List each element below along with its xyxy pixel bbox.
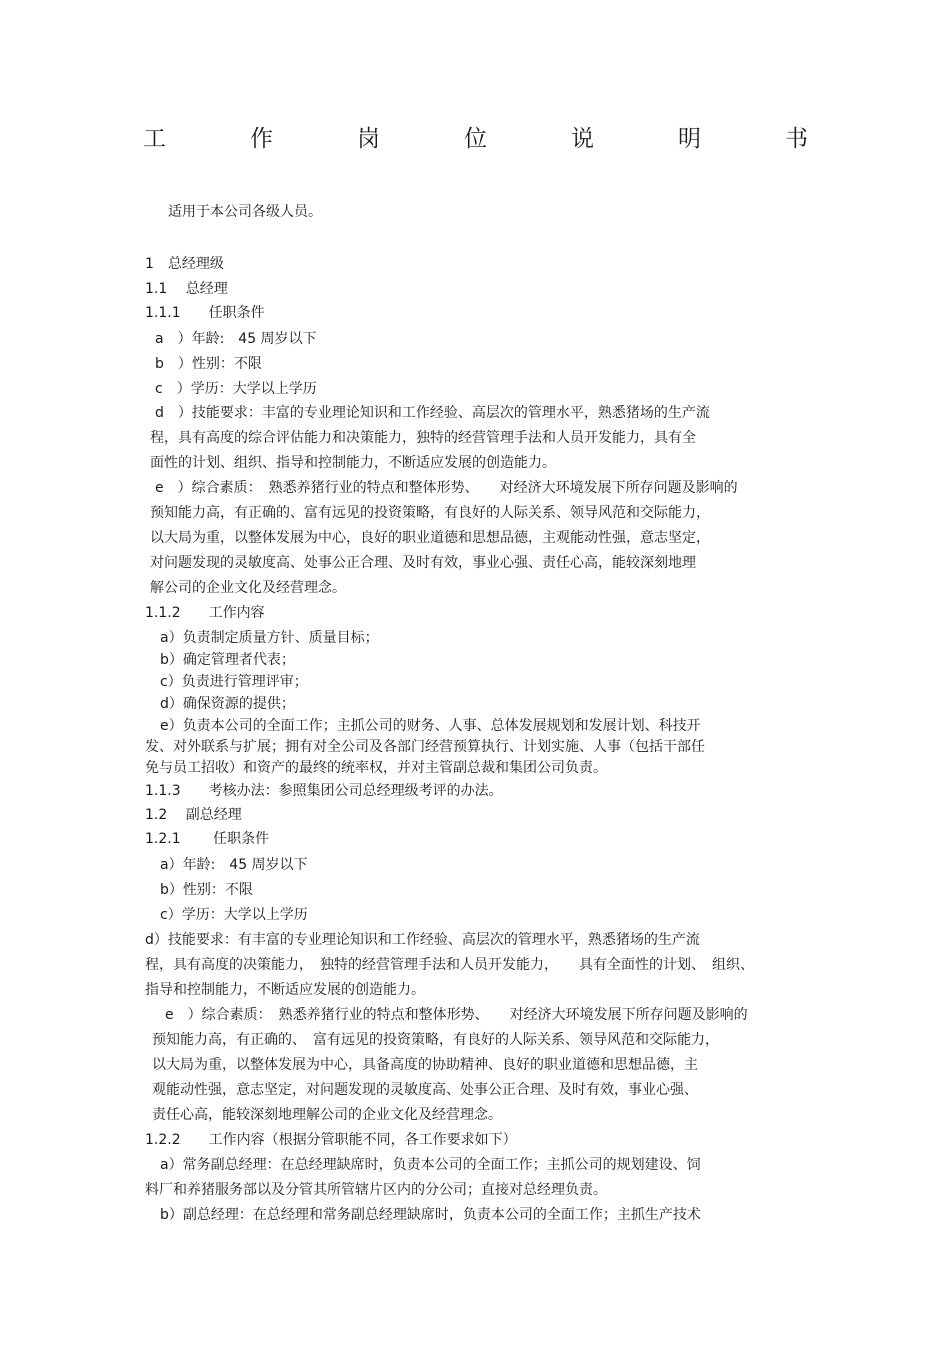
text-line: 料厂和养猪服务部以及分管其所管辖片区内的分公司；直接对总经理负责。 — [145, 1182, 607, 1198]
heading-1-1-3: 1.1.3 考核办法：参照集团公司总经理级考评的办法。 — [145, 783, 503, 799]
text-line: 以大局为重，以整体发展为中心，良好的职业道德和思想品德，主观能动性强，意志坚定， — [150, 530, 710, 546]
text-line: a）年龄: 45 周岁以下 — [160, 857, 308, 873]
title-char: 位 — [464, 126, 487, 152]
text-line: 发、对外联系与扩展；拥有对全公司及各部门经营预算执行、计划实施、人事（包括干部任 — [145, 739, 705, 755]
text-line: d）确保资源的提供； — [160, 696, 295, 712]
text-line: b）性别：不限 — [160, 882, 253, 898]
text-line: 以大局为重，以整体发展为中心，具备高度的协助精神、良好的职业道德和思想品德，主 — [152, 1057, 698, 1073]
text-line: 观能动性强，意志坚定，对问题发现的灵敏度高、处事公正合理、及时有效，事业心强、 — [152, 1082, 698, 1098]
text-line: a）常务副总经理：在总经理缺席时，负责本公司的全面工作；主抓公司的规划建设、饲 — [160, 1157, 701, 1173]
intro-text: 适用于本公司各级人员。 — [168, 204, 322, 220]
heading-1-1-2: 1.1.2 工作内容 — [145, 605, 265, 621]
text-line: b）确定管理者代表； — [160, 652, 295, 668]
text-line: c）负责进行管理评审； — [160, 674, 308, 690]
text-line: 预知能力高，有正确的、富有远见的投资策略，有良好的人际关系、领导风范和交际能力， — [150, 505, 710, 521]
text-line: 面性的计划、组织、指导和控制能力，不断适应发展的创造能力。 — [150, 455, 556, 471]
text-line: e ）综合素质： 熟悉养猪行业的特点和整体形势、 对经济大环境发展下所存问题及影响的 — [155, 480, 738, 496]
text-line: 责任心高，能较深刻地理解公司的企业文化及经营理念。 — [152, 1107, 502, 1123]
text-line: 解公司的企业文化及经营理念。 — [150, 580, 346, 596]
text-line: 预知能力高，有正确的、 富有远见的投资策略，有良好的人际关系、领导风范和交际能力， — [152, 1032, 719, 1048]
document-title — [143, 120, 808, 153]
text-line: 免与员工招收）和资产的最终的统率权，并对主管副总裁和集团公司负责。 — [145, 760, 607, 776]
title-char: 岗 — [357, 126, 380, 152]
title-char: 明 — [678, 126, 701, 152]
text-line: b ）性别：不限 — [155, 356, 262, 372]
text-line: c ）学历：大学以上学历 — [155, 381, 317, 397]
text-line: a）负责制定质量方针、质量目标； — [160, 630, 379, 646]
text-line: 程，具有高度的综合评估能力和决策能力，独特的经营管理手法和人员开发能力，具有全 — [150, 430, 696, 446]
heading-1-1: 1.1 总经理 — [145, 281, 228, 297]
text-line: 程，具有高度的决策能力， 独特的经营管理手法和人员开发能力， 具有全面性的计划、 组织、 — [145, 957, 754, 973]
heading-1-2-2: 1.2.2 工作内容（根据分管职能不同，各工作要求如下） — [145, 1132, 517, 1148]
text-line: 对问题发现的灵敏度高、处事公正合理、及时有效，事业心强、责任心高，能较深刻地理 — [150, 555, 696, 571]
text-line: e ）综合素质： 熟悉养猪行业的特点和整体形势、 对经济大环境发展下所存问题及影响的 — [165, 1007, 748, 1023]
text-line: a ）年龄: 45 周岁以下 — [155, 331, 317, 347]
title-char: 说 — [571, 126, 594, 152]
title-char: 工 — [143, 126, 166, 152]
text-line: b）副总经理：在总经理和常务副总经理缺席时，负责本公司的全面工作；主抓生产技术 — [160, 1207, 701, 1223]
heading-1-2: 1.2 副总经理 — [145, 807, 242, 823]
heading-1-2-1: 1.2.1 任职条件 — [145, 831, 270, 847]
text-line: d ）技能要求：丰富的专业理论知识和工作经验、高层次的管理水平，熟悉猪场的生产流 — [155, 405, 710, 421]
text-line: e）负责本公司的全面工作；主抓公司的财务、人事、总体发展规划和发展计划、科技开 — [160, 718, 701, 734]
text-line: 指导和控制能力，不断适应发展的创造能力。 — [145, 982, 425, 998]
heading-1: 1 总经理级 — [145, 256, 224, 272]
heading-1-1-1: 1.1.1 任职条件 — [145, 305, 265, 321]
title-char: 书 — [785, 126, 808, 152]
text-line: d）技能要求：有丰富的专业理论知识和工作经验、高层次的管理水平，熟悉猪场的生产流 — [145, 932, 700, 948]
text-line: c）学历：大学以上学历 — [160, 907, 308, 923]
title-char: 作 — [250, 126, 273, 152]
